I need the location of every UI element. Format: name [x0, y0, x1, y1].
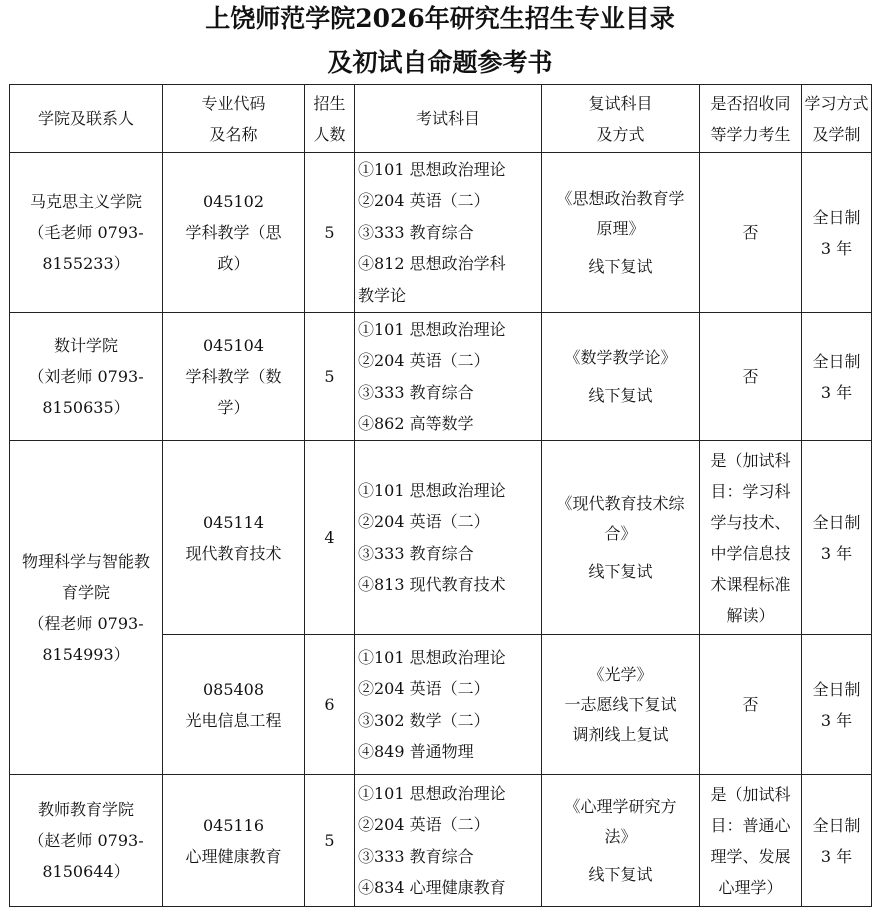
equivalent-cell: 是（加试科 目：学习科 学与技术、 中学信息技 术课程标准 解读）	[700, 441, 802, 635]
quota-cell: 6	[305, 635, 355, 775]
study-mode-cell: 全日制 3 年	[802, 775, 872, 907]
subjects-cell: ①101 思想政治理论 ②204 英语（二） ③302 数学（二） ④849 普通物理	[355, 635, 542, 775]
college-cell: 数计学院 （刘老师 0793- 8150635）	[10, 313, 163, 441]
equivalent-cell: 否	[700, 153, 802, 313]
study-mode-cell: 全日制 3 年	[802, 635, 872, 775]
subjects-cell: ①101 思想政治理论 ②204 英语（二） ③333 教育综合 ④812 思想政治学科 教学论	[355, 153, 542, 313]
catalog-table	[9, 84, 872, 907]
header-college: 学院及联系人	[10, 85, 163, 153]
college-cell: 马克思主义学院 （毛老师 0793- 8155233）	[10, 153, 163, 313]
major-cell: 085408 光电信息工程	[163, 635, 305, 775]
header-equivalent: 是否招收同 等学力考生	[700, 85, 802, 153]
study-mode-cell: 全日制 3 年	[802, 441, 872, 635]
major-cell: 045114 现代教育技术	[163, 441, 305, 635]
table-row	[10, 441, 872, 635]
page-title-line-2: 及初试自命题参考书	[327, 48, 553, 77]
retest-cell: 《现代教育技术综 合》 线下复试	[542, 441, 700, 635]
subjects-cell: ①101 思想政治理论 ②204 英语（二） ③333 教育综合 ④834 心理健康教育	[355, 775, 542, 907]
retest-cell: 《光学》 一志愿线下复试 调剂线上复试	[542, 635, 700, 775]
subjects-cell: ①101 思想政治理论 ②204 英语（二） ③333 教育综合 ④862 高等数学	[355, 313, 542, 441]
quota-cell: 4	[305, 441, 355, 635]
header-subjects: 考试科目	[355, 85, 542, 153]
major-cell: 045102 学科教学（思 政）	[163, 153, 305, 313]
subjects-cell: ①101 思想政治理论 ②204 英语（二） ③333 教育综合 ④813 现代教育技术	[355, 441, 542, 635]
equivalent-cell: 否	[700, 635, 802, 775]
equivalent-cell: 是（加试科 目：普通心 理学、发展 心理学）	[700, 775, 802, 907]
header-row	[10, 85, 872, 153]
header-study-mode: 学习方式 及学制	[802, 85, 872, 153]
quota-cell: 5	[305, 313, 355, 441]
equivalent-cell: 否	[700, 313, 802, 441]
table-row	[10, 153, 872, 313]
page-title-line-1: 上饶师范学院2026年研究生招生专业目录	[205, 4, 675, 33]
retest-cell: 《心理学研究方 法》 线下复试	[542, 775, 700, 907]
study-mode-cell: 全日制 3 年	[802, 313, 872, 441]
retest-cell: 《思想政治教育学 原理》 线下复试	[542, 153, 700, 313]
major-cell: 045104 学科教学（数 学）	[163, 313, 305, 441]
college-cell: 物理科学与智能教 育学院 （程老师 0793- 8154993）	[10, 441, 163, 775]
header-retest: 复试科目 及方式	[542, 85, 700, 153]
major-cell: 045116 心理健康教育	[163, 775, 305, 907]
table-row	[10, 313, 872, 441]
header-quota: 招生 人数	[305, 85, 355, 153]
table-row	[10, 775, 872, 907]
retest-cell: 《数学教学论》 线下复试	[542, 313, 700, 441]
college-cell: 教师教育学院 （赵老师 0793- 8150644）	[10, 775, 163, 907]
header-major: 专业代码 及名称	[163, 85, 305, 153]
study-mode-cell: 全日制 3 年	[802, 153, 872, 313]
quota-cell: 5	[305, 775, 355, 907]
quota-cell: 5	[305, 153, 355, 313]
